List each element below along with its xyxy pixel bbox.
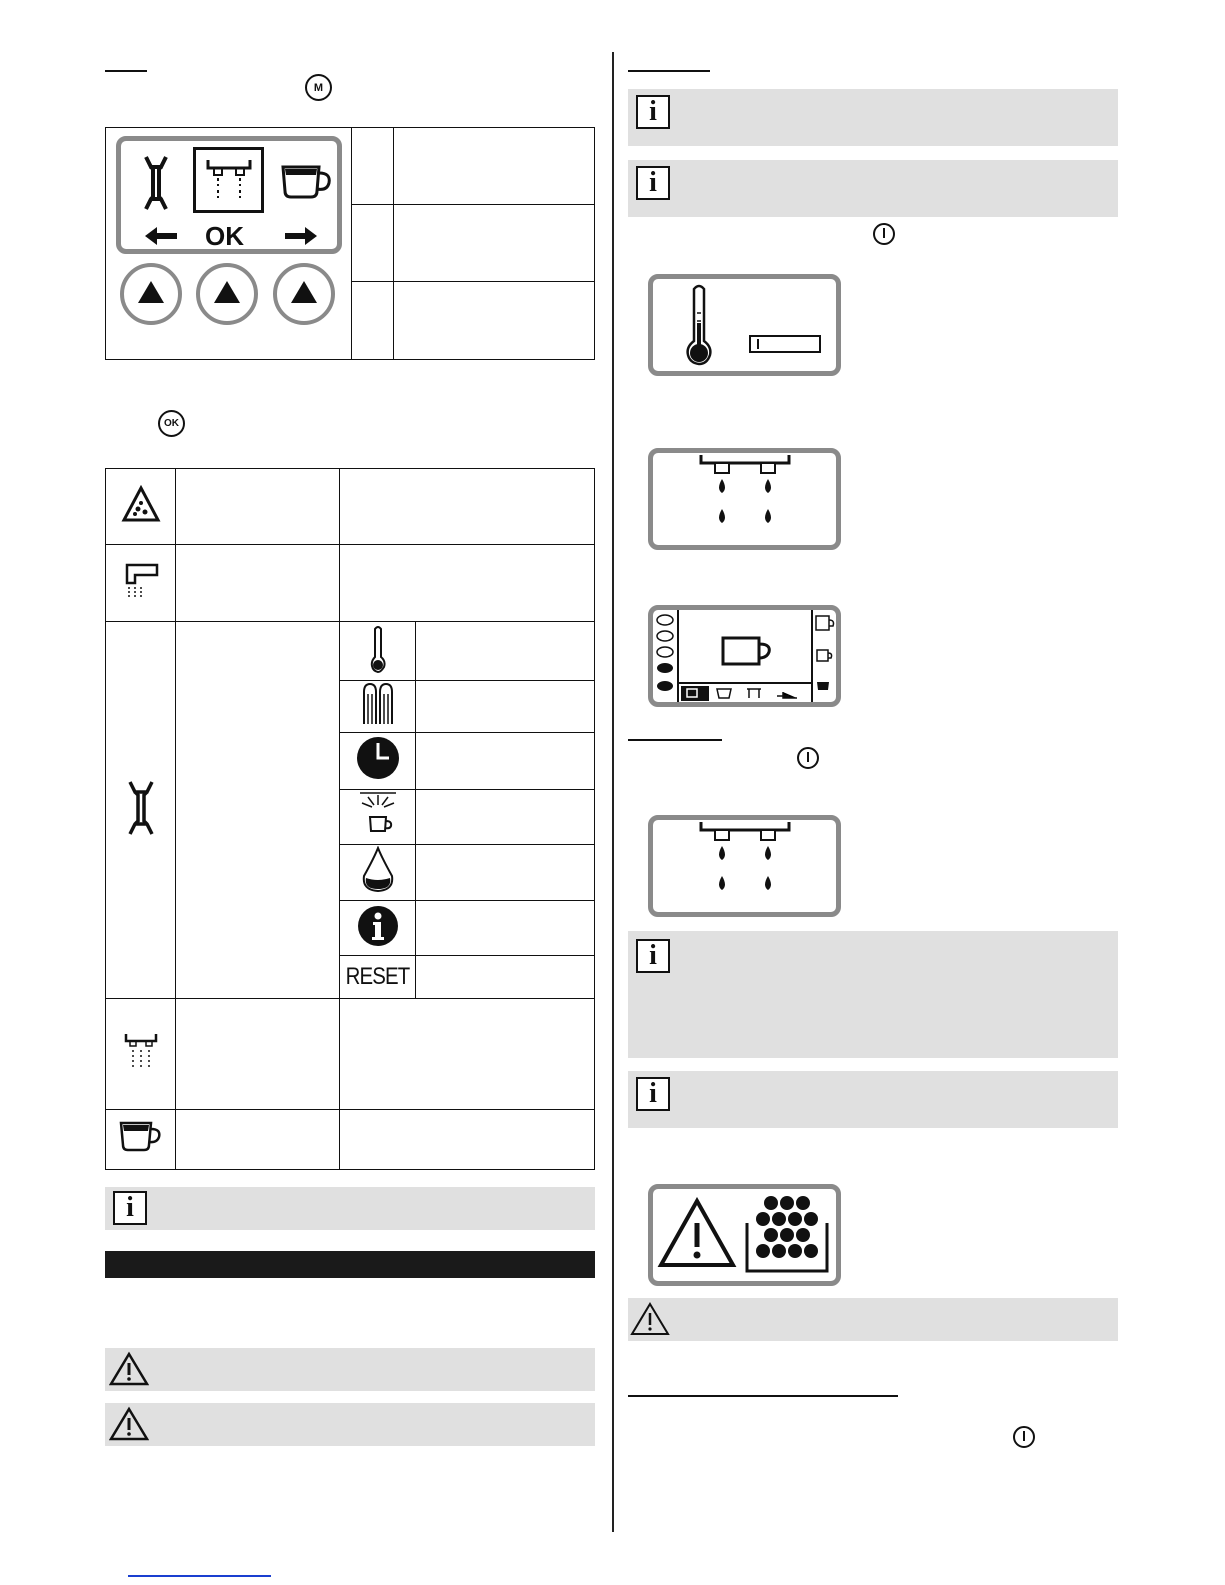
rinse-drops-icon: [697, 455, 793, 543]
section-heading-underline: [628, 70, 710, 72]
menu-button-icon: M: [305, 74, 332, 101]
heating-progress-bar: [749, 335, 821, 353]
table-cell: [340, 622, 416, 680]
info-note: [628, 89, 1118, 146]
table-cell: [416, 901, 595, 956]
table-cell: [340, 545, 595, 622]
warning-note: [105, 1348, 595, 1391]
display-overview-table: [105, 127, 595, 360]
table-cell: [106, 999, 176, 1109]
section-heading-underline: [628, 739, 722, 741]
table-cell: [340, 789, 416, 844]
info-icon: i: [636, 166, 670, 200]
drink-type-row: [679, 682, 811, 702]
power-button-icon: [797, 747, 819, 769]
info-note: [628, 931, 1118, 1058]
warning-icon: [109, 1351, 149, 1387]
section-heading-underline: [105, 70, 147, 72]
info-icon: i: [636, 939, 670, 973]
table-cell: [416, 732, 595, 789]
rinse-icon: [123, 1032, 159, 1072]
table-cell: [394, 205, 595, 282]
display-screen-fill-beans: [648, 1184, 841, 1286]
rinse-icon: [121, 561, 161, 601]
rinse-drops-icon: [697, 822, 793, 910]
water-hardness-icon: [360, 846, 396, 894]
cup-light-icon: [356, 791, 400, 837]
warning-icon: [109, 1406, 149, 1442]
arrow-left-icon: [143, 225, 179, 247]
table-cell: [416, 680, 595, 732]
warning-note: [105, 1403, 595, 1446]
table-cell: [394, 128, 595, 205]
cup-size-icon: [813, 610, 837, 700]
rinse-icon: [204, 156, 254, 204]
table-cell: [352, 205, 394, 282]
beans-warning-icon: [121, 485, 161, 523]
info-icon: i: [636, 1077, 670, 1111]
cup-icon: [719, 634, 777, 670]
thermometer-icon: [369, 625, 387, 673]
table-cell: [106, 545, 176, 622]
ok-button-icon: OK: [158, 410, 185, 437]
wrench-icon: [143, 155, 169, 211]
table-cell: [416, 845, 595, 901]
information-icon: [356, 904, 400, 948]
bean-strength-icon: [653, 610, 677, 700]
table-cell: [106, 469, 176, 545]
descale-icon: [358, 682, 398, 726]
power-button-icon: [1013, 1426, 1035, 1448]
table-cell: [340, 680, 416, 732]
display-screen: [116, 136, 342, 254]
clock-icon: [355, 735, 401, 781]
display-screen-coffee-menu: [648, 605, 841, 707]
beans-container-icon: [743, 1193, 833, 1277]
warning-icon: [630, 1301, 670, 1337]
column-divider: [612, 52, 614, 1532]
display-screen-rinsing: [648, 448, 841, 550]
warning-note: [628, 1298, 1118, 1341]
table-cell: [352, 282, 394, 360]
table-cell: [106, 1109, 176, 1169]
section-header-bar: [105, 1251, 595, 1278]
cup-icon: [279, 161, 335, 203]
size-column: [811, 610, 836, 702]
power-button-icon: [873, 223, 895, 245]
table-cell: [340, 1109, 595, 1169]
warning-icon: [657, 1197, 737, 1269]
info-icon: i: [113, 1191, 147, 1225]
table-cell: [394, 282, 595, 360]
wrench-icon: [127, 780, 155, 836]
table-cell: [340, 999, 595, 1109]
middle-up-button-icon: [196, 263, 258, 325]
table-cell: [352, 128, 394, 205]
table-cell: [416, 789, 595, 844]
table-cell: [340, 845, 416, 901]
table-cell: [176, 545, 340, 622]
table-cell: [416, 622, 595, 680]
display-illustration-cell: [106, 128, 352, 360]
table-cell: [340, 732, 416, 789]
table-cell: [416, 956, 595, 999]
right-up-button-icon: [273, 263, 335, 325]
section-heading-underline: [628, 1395, 898, 1397]
reset-icon: RESET: [345, 963, 410, 991]
arrow-right-icon: [283, 225, 319, 247]
display-screen-heating: [648, 274, 841, 376]
cup-icon: [118, 1119, 164, 1155]
strength-column: [653, 610, 679, 702]
drink-type-icons: [679, 684, 811, 702]
table-cell: [106, 622, 176, 999]
info-note: [105, 1187, 595, 1230]
table-cell: [340, 901, 416, 956]
left-up-button-icon: [120, 263, 182, 325]
info-icon: i: [636, 95, 670, 129]
display-screen-rinsing: [648, 815, 841, 917]
menu-functions-table: [105, 468, 595, 1170]
display-ok-label: OK: [205, 221, 244, 251]
table-cell: [176, 622, 340, 999]
thermometer-icon: [683, 283, 715, 367]
table-cell: [176, 999, 340, 1109]
table-cell: [176, 469, 340, 545]
reset-cell: [340, 956, 416, 999]
table-cell: [176, 1109, 340, 1169]
info-note: [628, 1071, 1118, 1128]
rinse-icon-selected: [193, 147, 264, 213]
info-note: [628, 160, 1118, 217]
footer-link-underline: [128, 1575, 271, 1577]
table-cell: [340, 469, 595, 545]
